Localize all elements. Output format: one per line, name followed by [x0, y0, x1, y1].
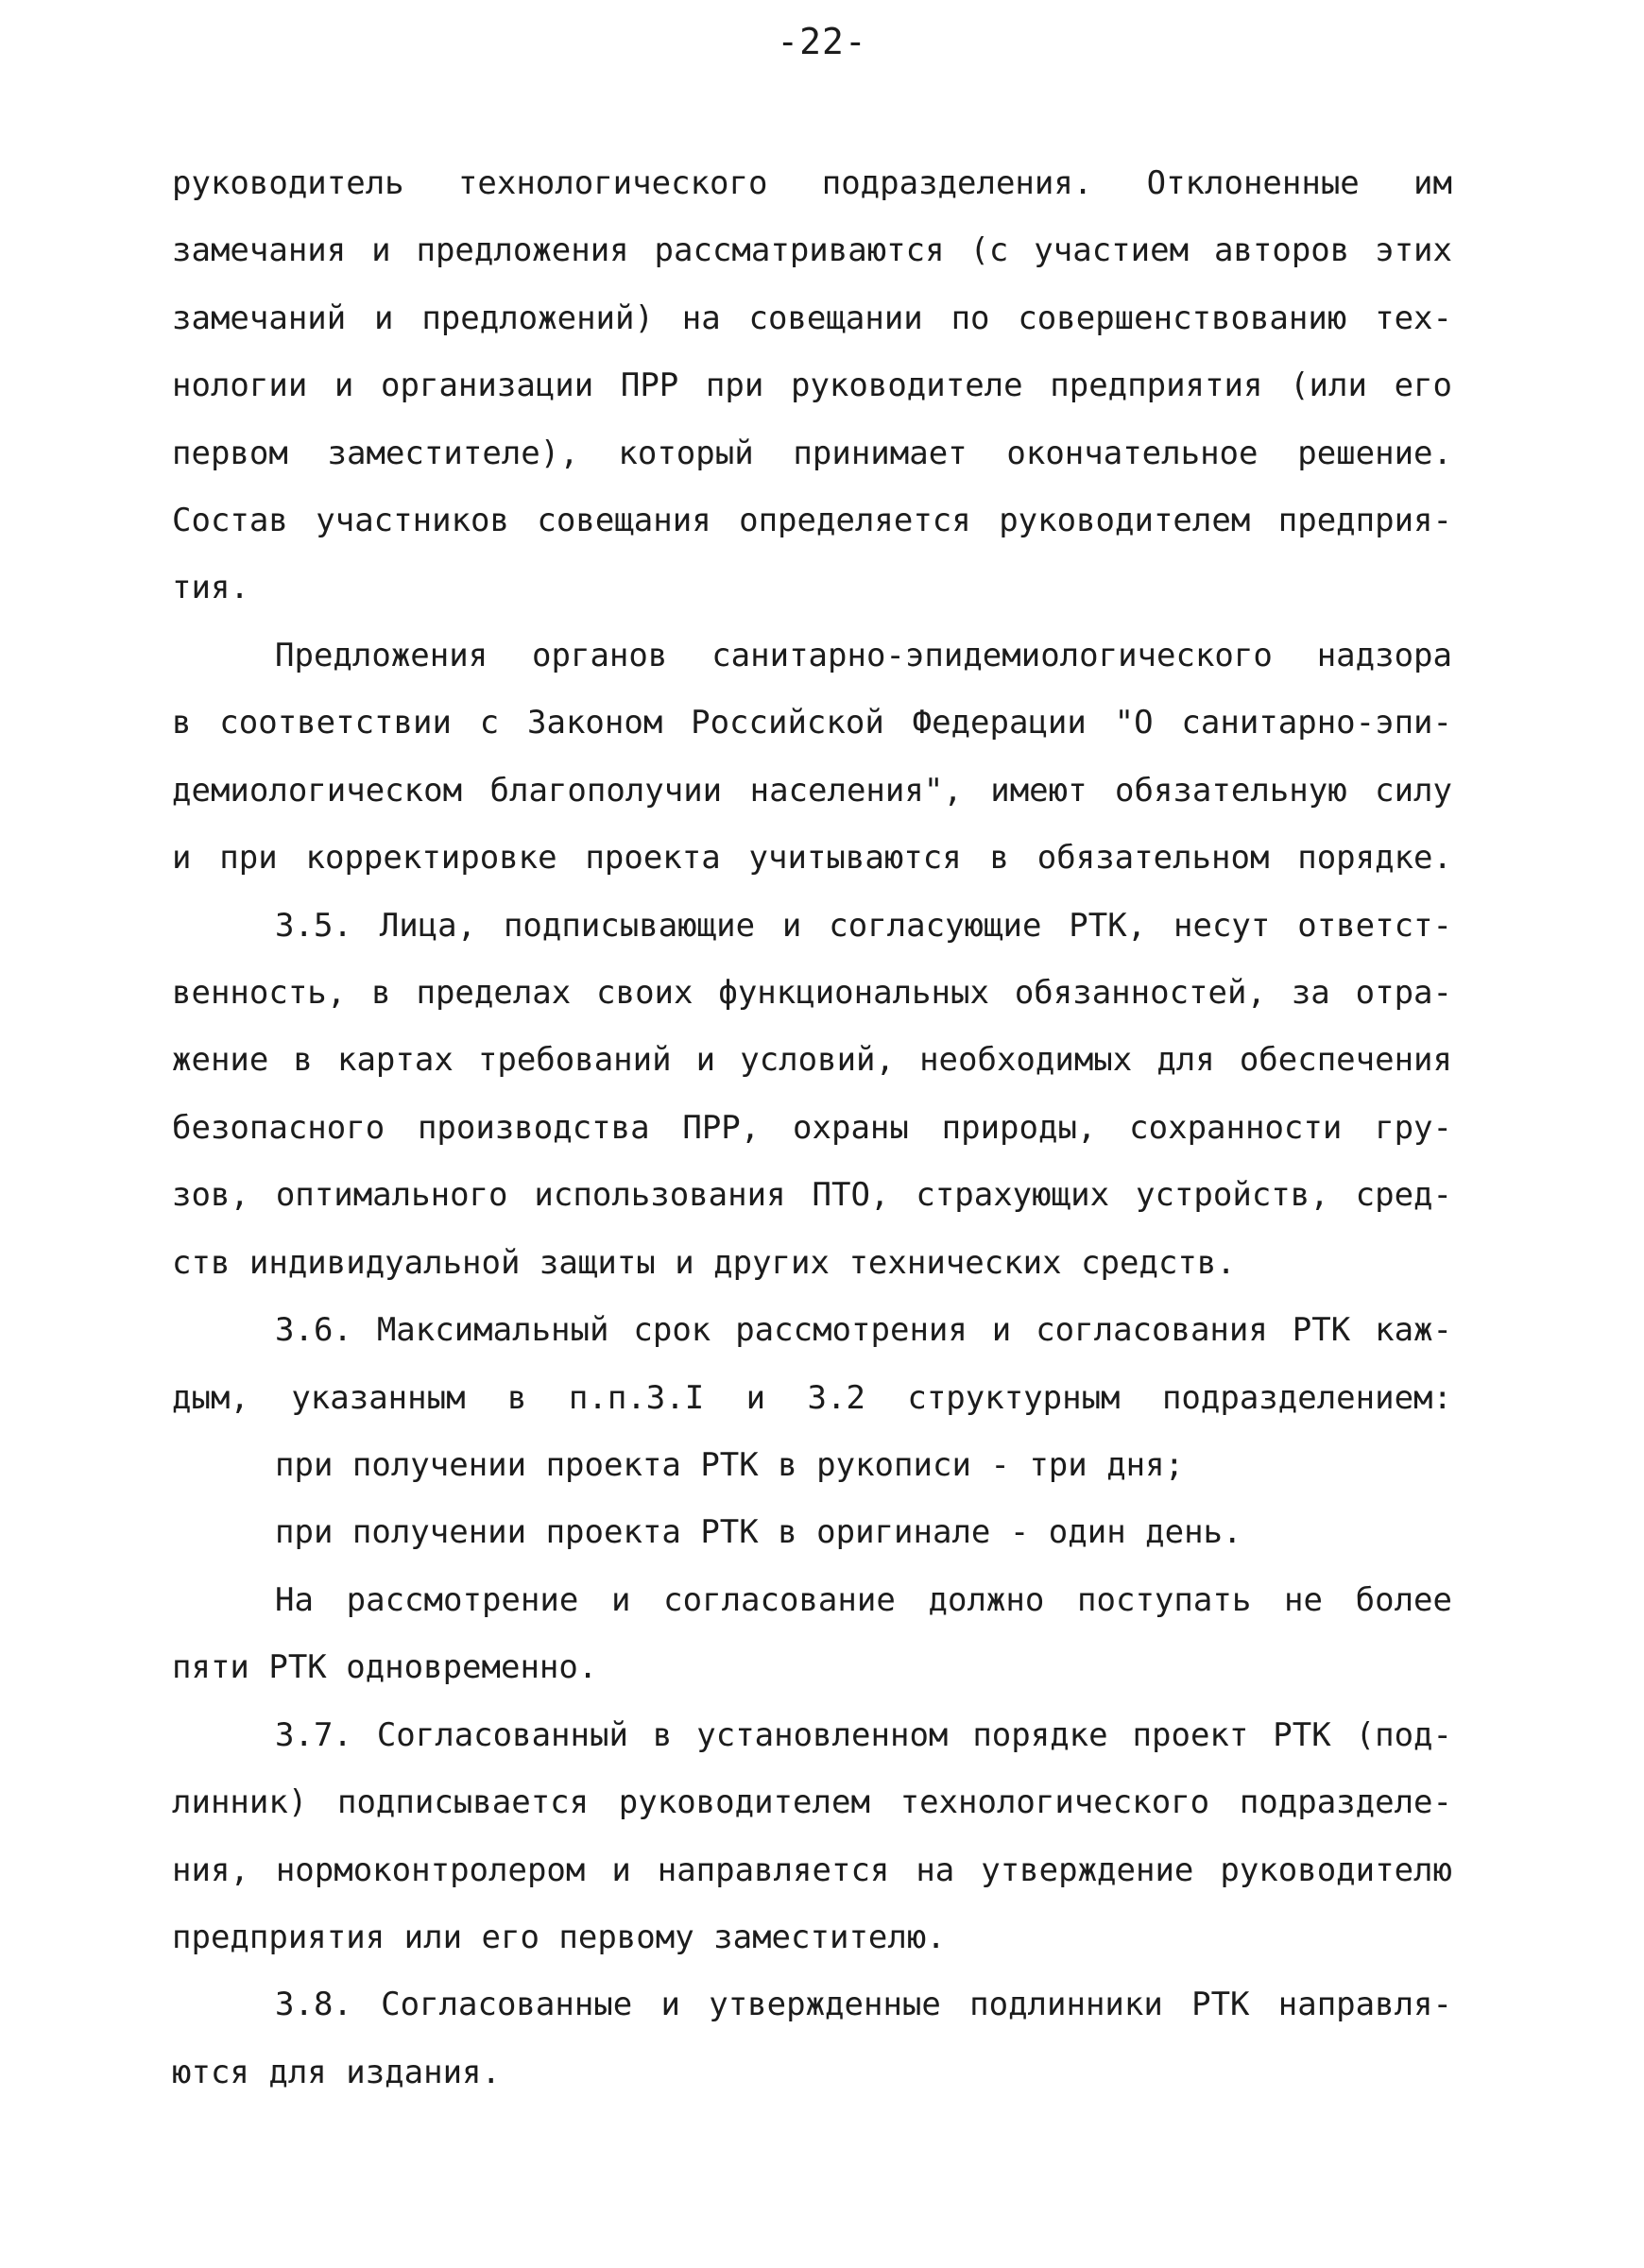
text-line: 3.5. Лица, подписывающие и согласующие РТК, несут ответст- [275, 907, 1452, 945]
text-line: предприятия или его первому заместителю. [172, 1918, 946, 1956]
text-line: Состав участников совещания определяется руководителем предприя- [172, 502, 1452, 539]
text-line: первом заместителе), который принимает окончательное решение. [172, 435, 1452, 472]
text-line: пяти РТК одновременно. [172, 1648, 598, 1686]
page-number: -22- [777, 21, 867, 62]
text-line: руководитель технологического подразделения. Отклоненные им [172, 164, 1452, 202]
text-line: тия. [172, 569, 249, 606]
text-line: ются для издания. [172, 2054, 501, 2091]
text-line: дым, указанным в п.п.3.I и 3.2 структурным подразделением: [172, 1379, 1452, 1417]
text-line: замечания и предложения рассматриваются (с участием авторов этих [172, 231, 1452, 269]
text-line: Предложения органов санитарно-эпидемиологического надзора [275, 637, 1452, 674]
text-line: в соответствии с Законом Российской Федерации "О санитарно-эпи- [172, 704, 1452, 742]
text-line: венность, в пределах своих функциональных обязанностей, за отра- [172, 974, 1452, 1012]
text-line: и при корректировке проекта учитываются в обязательном порядке. [172, 839, 1452, 877]
text-line: нологии и организации ПРР при руководителе предприятия (или его [172, 367, 1452, 404]
text-line: На рассмотрение и согласование должно поступать не более [275, 1581, 1452, 1619]
text-line: 3.8. Согласованные и утвержденные подлинники РТК направля- [275, 1986, 1452, 2023]
text-line: при получении проекта РТК в рукописи - три дня; [275, 1446, 1185, 1484]
text-line: при получении проекта РТК в оригинале - один день. [275, 1513, 1242, 1551]
text-line: 3.6. Максимальный срок рассмотрения и согласования РТК каж- [275, 1311, 1452, 1349]
text-line: демиологическом благополучии населения", имеют обязательную силу [172, 772, 1452, 810]
text-line: безопасного производства ПРР, охраны природы, сохранности гру- [172, 1109, 1452, 1147]
text-line: ств индивидуальной защиты и других технических средств. [172, 1244, 1236, 1282]
text-line: ния, нормоконтролером и направляется на утверждение руководителю [172, 1851, 1452, 1889]
text-line: 3.7. Согласованный в установленном порядке проект РТК (под- [275, 1716, 1452, 1754]
text-line: жение в картах требований и условий, необходимых для обеспечения [172, 1041, 1452, 1079]
text-line: зов, оптимального использования ПТО, страхующих устройств, сред- [172, 1176, 1452, 1214]
text-line: замечаний и предложений) на совещании по совершенствованию тех- [172, 299, 1452, 337]
text-line: линник) подписывается руководителем технологического подразделе- [172, 1783, 1452, 1821]
